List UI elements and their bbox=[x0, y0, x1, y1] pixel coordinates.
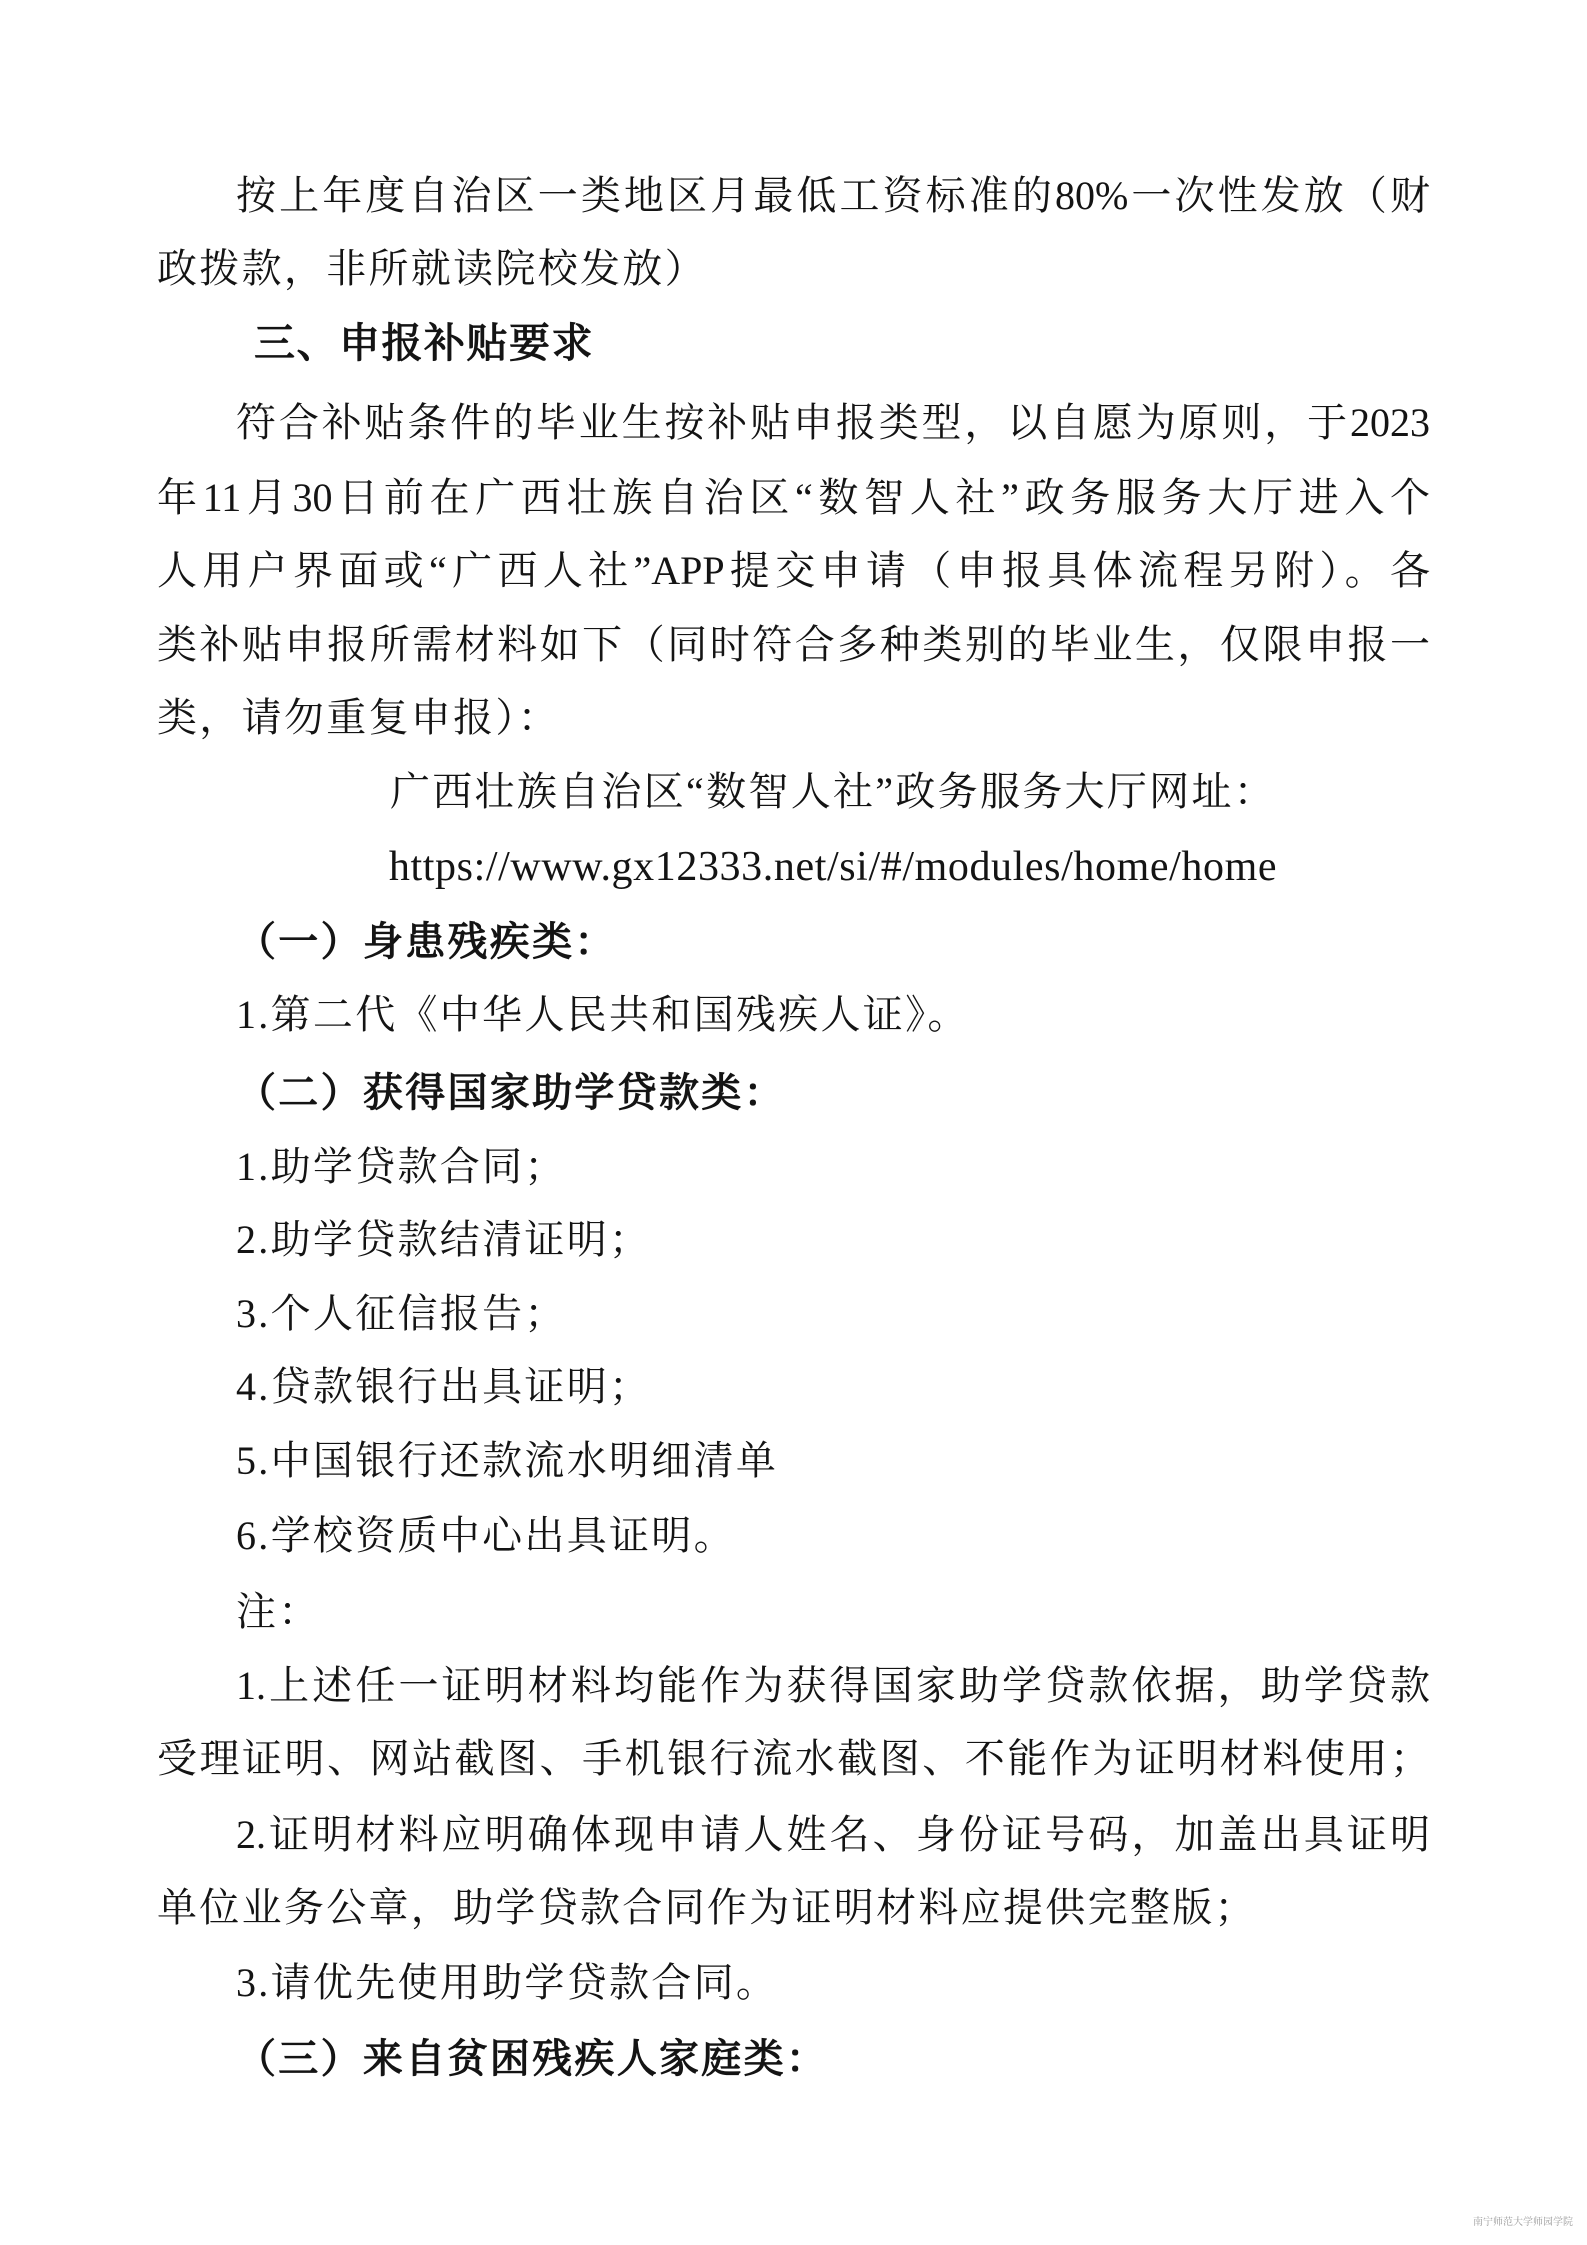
category-2-item-3: 3.个人征信报告； bbox=[236, 1291, 567, 1336]
portal-label: 广西壮族自治区“数智人社”政务服务大厅网址： bbox=[389, 769, 1277, 814]
intro-line-2: 年11月30日前在广西壮族自治区“数智人社”政务服务大厅进入个 bbox=[157, 475, 1430, 520]
category-2-item-1: 1.助学贷款合同； bbox=[236, 1144, 567, 1189]
portal-url: https://www.gx12333.net/si/#/modules/home/home bbox=[388, 844, 1278, 890]
intro-line-3: 人用户界面或“广西人社”APP提交申请（申报具体流程另附）。各 bbox=[157, 548, 1430, 593]
category-2-item-5: 5.中国银行还款流水明细清单 bbox=[236, 1438, 779, 1483]
continuation-line-2: 政拨款，非所就读院校发放） bbox=[157, 246, 707, 291]
note-2-line-1: 2.证明材料应明确体现申请人姓名、身份证号码，加盖出具证明 bbox=[236, 1812, 1430, 1857]
category-2-item-2: 2.助学贷款结清证明； bbox=[236, 1217, 652, 1262]
watermark: 南宁师范大学师园学院 bbox=[1473, 2217, 1573, 2228]
category-2-item-4: 4.贷款银行出具证明； bbox=[236, 1364, 652, 1409]
category-3-heading: （三）来自贫困残疾人家庭类： bbox=[236, 2036, 829, 2081]
intro-line-5: 类，请勿重复申报）： bbox=[157, 695, 560, 740]
continuation-line-1: 按上年度自治区一类地区月最低工资标准的80%一次性发放（财 bbox=[236, 173, 1430, 218]
note-1-line-1: 1.上述任一证明材料均能作为获得国家助学贷款依据，助学贷款 bbox=[236, 1663, 1430, 1708]
category-2-item-6: 6.学校资质中心出具证明。 bbox=[236, 1513, 736, 1558]
note-3-line-1: 3.请优先使用助学贷款合同。 bbox=[236, 1960, 779, 2005]
section-heading: 三、申报补贴要求 bbox=[254, 319, 594, 367]
note-2-line-2: 单位业务公章，助学贷款合同作为证明材料应提供完整版； bbox=[157, 1885, 1257, 1930]
note-label: 注： bbox=[236, 1589, 321, 1634]
note-1-line-2: 受理证明、网站截图、手机银行流水截图、不能作为证明材料使用； bbox=[157, 1736, 1430, 1781]
intro-line-4: 类补贴申报所需材料如下（同时符合多种类别的毕业生，仅限申报一 bbox=[157, 622, 1430, 667]
intro-line-1: 符合补贴条件的毕业生按补贴申报类型，以自愿为原则，于2023 bbox=[236, 400, 1430, 445]
category-2-heading: （二）获得国家助学贷款类： bbox=[236, 1070, 786, 1115]
category-1-item-1: 1.第二代《中华人民共和国残疾人证》。 bbox=[236, 992, 970, 1037]
category-1-heading: （一）身患残疾类： bbox=[236, 919, 617, 964]
